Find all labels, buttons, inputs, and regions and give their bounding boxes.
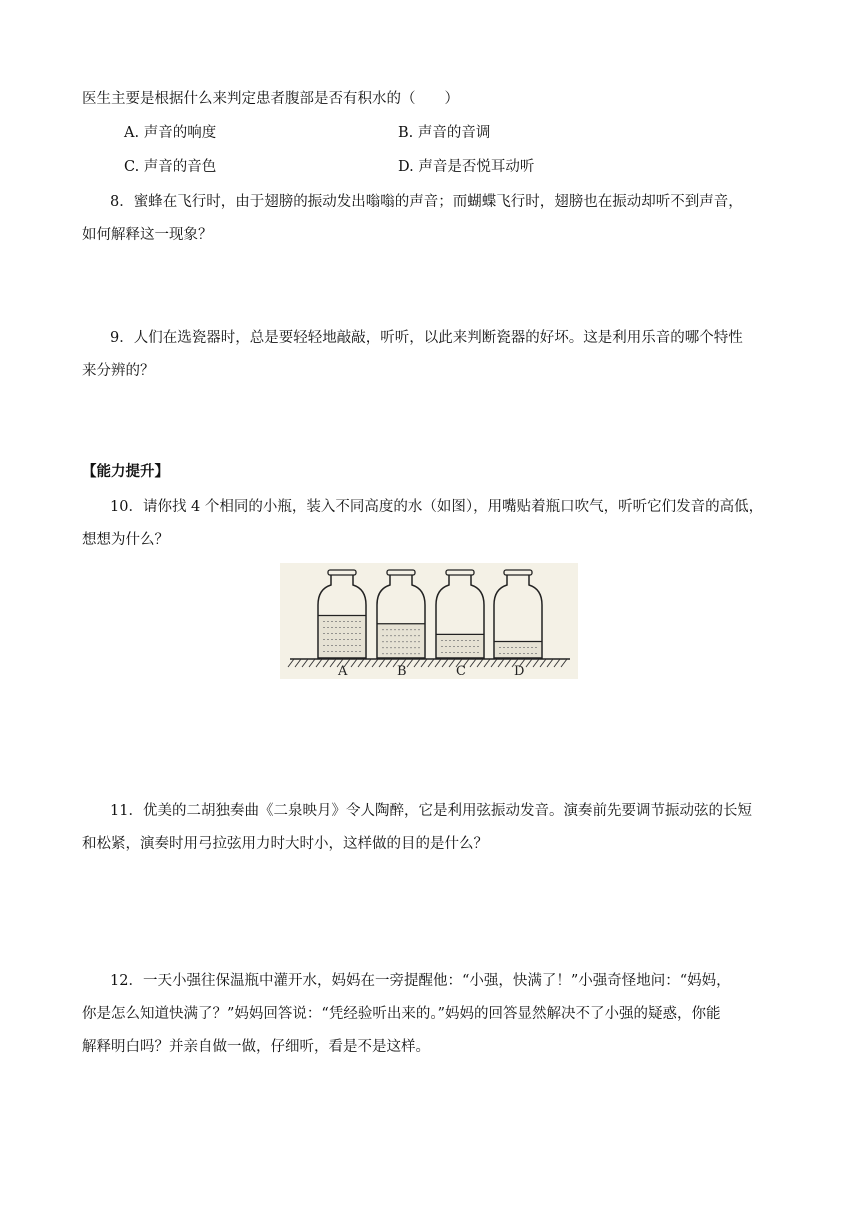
q8-line-2: 如何解释这一现象？ bbox=[82, 227, 213, 243]
option-letter: D. bbox=[398, 159, 414, 175]
bottles-figure bbox=[280, 563, 578, 679]
q8-line-1: 8．蜜蜂在飞行时，由于翅膀的振动发出嗡嗡的声音；而蝴蝶飞行时，翅膀也在振动却听不到声音， bbox=[110, 194, 743, 210]
q7-option-c bbox=[124, 157, 216, 177]
bottles-illustration bbox=[280, 563, 578, 679]
q10-line-1: 10．请你找 4 个相同的小瓶，装入不同高度的水（如图），用嘴贴着瓶口吹气，听听它们发音的高低， bbox=[110, 499, 764, 515]
option-letter: C. bbox=[124, 159, 140, 175]
q9-line-1: 9．人们在选瓷器时，总是要轻轻地敲敲，听听，以此来判断瓷器的好坏。这是利用乐音的哪个特性 bbox=[110, 330, 743, 346]
water-fill bbox=[378, 624, 424, 658]
bottle-c bbox=[436, 570, 484, 658]
bottle-d bbox=[494, 570, 542, 658]
bottle-label: B bbox=[397, 664, 407, 679]
bottle-label: D bbox=[514, 664, 525, 679]
q7-stem: 医生主要是根据什么来判定患者腹部是否有积水的（ ） bbox=[82, 91, 459, 107]
q7-option-a bbox=[124, 123, 216, 143]
option-text: 声音是否悦耳动听 bbox=[418, 159, 535, 175]
option-letter: B. bbox=[398, 125, 414, 141]
q9-line-2: 来分辨的？ bbox=[82, 363, 155, 379]
water-fill bbox=[319, 616, 365, 658]
q11-line-2: 和松紧，演奏时用弓拉弦用力时大时小，这样做的目的是什么？ bbox=[82, 836, 488, 852]
q10-line-2: 想想为什么？ bbox=[82, 532, 169, 548]
option-text: 声音的音色 bbox=[143, 159, 217, 175]
q11-line-1: 11．优美的二胡独奏曲《二泉映月》令人陶醉，它是利用弦振动发音。演奏前先要调节振动弦的长短 bbox=[110, 803, 752, 819]
bottle-a bbox=[318, 570, 366, 658]
water-fill bbox=[495, 641, 541, 658]
q7-option-d bbox=[398, 157, 534, 177]
option-text: 声音的响度 bbox=[143, 125, 217, 141]
q12-line-1: 12．一天小强往保温瓶中灌开水，妈妈在一旁提醒他：“小强，快满了！”小强奇怪地问：“妈妈， bbox=[110, 973, 731, 989]
bottle-b bbox=[377, 570, 425, 658]
bottle-label: C bbox=[456, 664, 466, 679]
q12-line-3: 解释明白吗？并亲自做一做，仔细听，看是不是这样。 bbox=[82, 1039, 430, 1055]
q7-option-b bbox=[398, 123, 490, 143]
option-text: 声音的音调 bbox=[417, 125, 491, 141]
bottle-label: A bbox=[338, 664, 348, 679]
q12-line-2: 你是怎么知道快满了？”妈妈回答说：“凭经验听出来的。”妈妈的回答显然解决不了小强的疑惑，你能 bbox=[82, 1006, 721, 1022]
section-title: 【能力提升】 bbox=[82, 464, 169, 480]
option-letter: A. bbox=[124, 125, 140, 141]
water-fill bbox=[437, 634, 483, 658]
